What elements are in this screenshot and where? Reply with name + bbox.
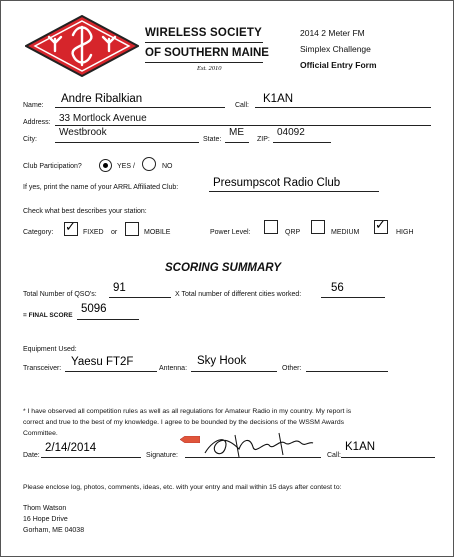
header-line1: 2014 2 Meter FM xyxy=(300,28,365,38)
final-score-field[interactable]: 5096 xyxy=(81,303,107,315)
category-label: Category: xyxy=(23,229,54,236)
qrp-checkbox[interactable] xyxy=(264,220,278,234)
city-field[interactable]: Westbrook xyxy=(59,127,107,138)
club-question: Club Participation? xyxy=(23,163,82,170)
logo-line1: WIRELESS SOCIETY xyxy=(145,27,262,39)
qrp-label: QRP xyxy=(285,229,301,236)
equipment-title: Equipment Used: xyxy=(23,346,77,353)
club-yes-radio[interactable] xyxy=(99,159,112,172)
or-label: or xyxy=(111,229,118,236)
final-score-label: = FINAL SCORE xyxy=(23,312,73,319)
header-line2: Simplex Challenge xyxy=(300,44,371,54)
zip-field[interactable]: 04092 xyxy=(277,127,305,138)
mobile-label: MOBILE xyxy=(144,229,171,236)
qso-label: Total Number of QSO's: xyxy=(23,291,97,298)
radio-selected-dot xyxy=(103,163,108,168)
club-name-field[interactable]: Presumpscot Radio Club xyxy=(213,177,341,189)
signature-label: Signature: xyxy=(146,452,178,459)
call-label: Call: xyxy=(235,102,250,109)
club-prompt: If yes, print the name of your ARRL Affiliated Club: xyxy=(23,184,179,191)
club-yes-label: YES / xyxy=(117,163,135,170)
address-field[interactable]: 33 Mortlock Avenue xyxy=(59,113,147,124)
cities-label: X Total number of different cities worked: xyxy=(175,291,302,298)
zip-label: ZIP: xyxy=(257,136,270,143)
header-line3: Official Entry Form xyxy=(300,60,377,70)
power-label: Power Level: xyxy=(210,229,251,236)
other-label: Other: xyxy=(282,365,302,372)
club-no-radio[interactable] xyxy=(142,157,156,171)
mobile-checkbox[interactable] xyxy=(125,222,139,236)
fixed-check-icon: ✓ xyxy=(65,219,76,234)
wssm-logo xyxy=(25,15,269,79)
declaration-line2: correct and true to the best of my knowledge. I agree to be bounded by the decisions of the WSSM Awards xyxy=(23,419,345,426)
club-no-label: NO xyxy=(162,163,173,170)
logo-line2: OF SOUTHERN MAINE xyxy=(145,47,269,59)
date-field[interactable]: 2/14/2014 xyxy=(45,442,97,454)
date-label: Date: xyxy=(23,452,40,459)
medium-checkbox[interactable] xyxy=(311,220,325,234)
antenna-label: Antenna: xyxy=(159,365,188,372)
state-field[interactable]: ME xyxy=(229,127,244,138)
call-field[interactable]: K1AN xyxy=(263,93,294,105)
transceiver-field[interactable]: Yaesu FT2F xyxy=(71,356,134,368)
high-label: HIGH xyxy=(396,229,414,236)
state-label: State: xyxy=(203,136,222,143)
wssm-diamond-icon xyxy=(25,15,139,77)
mail-addr2: 16 Hope Drive xyxy=(23,516,68,523)
address-label: Address: xyxy=(23,119,51,126)
fixed-label: FIXED xyxy=(83,229,104,236)
antenna-field[interactable]: Sky Hook xyxy=(197,355,247,367)
transceiver-label: Transceiver: xyxy=(23,365,62,372)
logo-divider xyxy=(145,42,263,43)
high-check-icon: ✓ xyxy=(375,217,386,232)
logo-est: Est. 2010 xyxy=(197,65,222,72)
medium-label: MEDIUM xyxy=(331,229,360,236)
mail-addr3: Gorham, ME 04038 xyxy=(23,527,85,534)
qso-field[interactable]: 91 xyxy=(113,282,126,294)
sign-call-field[interactable]: K1AN xyxy=(345,441,376,453)
mail-addr1: Thom Watson xyxy=(23,505,67,512)
city-label: City: xyxy=(23,136,37,143)
scoring-title: SCORING SUMMARY xyxy=(165,262,282,274)
declaration-line1: * I have observed all competition rules as well as all regulations for Amateur Radio in my country. My report is xyxy=(23,408,352,415)
name-label: Name: xyxy=(23,102,44,109)
sign-call-label: Call: xyxy=(327,452,342,459)
cities-field[interactable]: 56 xyxy=(331,282,344,294)
station-prompt: Check what best describes your station: xyxy=(23,208,147,215)
mail-instruction: Please enclose log, photos, comments, ideas, etc. with your entry and mail within 15 days after contest to: xyxy=(23,484,342,491)
name-field[interactable]: Andre Ribalkian xyxy=(61,93,143,105)
declaration-line3: Committee. xyxy=(23,430,58,437)
